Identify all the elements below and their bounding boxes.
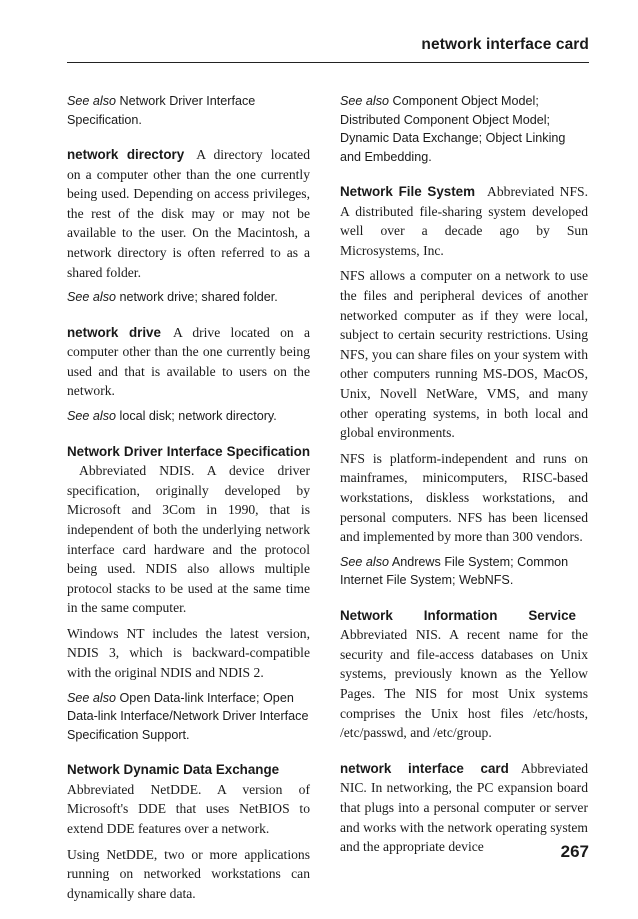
see-also-targets: network drive; shared folder. xyxy=(119,290,278,305)
entry-term: network directory xyxy=(67,147,185,162)
entry-term: network drive xyxy=(67,324,161,340)
see-also-label: See also xyxy=(67,290,117,305)
entry-definition: A drive located on a computer other than the one currently being used and that is available to users on the network. xyxy=(67,324,310,399)
entry-body xyxy=(67,145,310,282)
see-also-targets: Component Object Model; Distributed Component Object Model; Dynamic Data Exchange; Object Linking and Embedding. xyxy=(340,94,566,164)
entry-term: Network Dynamic Data Exchange xyxy=(67,762,280,778)
entry-paragraph: Windows NT includes the latest version, NDIS 3, which is backward-compatible with the original NDIS and NDIS 2. xyxy=(67,625,310,681)
entry-ndis xyxy=(67,442,310,745)
entry-nis xyxy=(340,606,588,743)
entry-netdde xyxy=(67,760,310,903)
entry-network-directory xyxy=(67,145,310,307)
entry-term: Network Information Service xyxy=(340,607,576,623)
see-also-line xyxy=(340,92,588,166)
entry-paragraph: NFS is platform-independent and runs on mainframes, minicomputers, RISC-based workstations, diskless workstations, and personal computers. NFS has been licensed and implemented by more than 300 vendors. xyxy=(340,450,588,545)
see-also-label: See also xyxy=(340,554,390,569)
entry-body xyxy=(340,759,588,857)
see-also-line xyxy=(67,407,310,426)
page-number: 267 xyxy=(560,842,589,861)
running-head: network interface card xyxy=(421,36,589,53)
entry-definition: Abbreviated NIC. In networking, the PC expansion board that plugs into a personal computer or server and works with the network operating system and the appropriate device xyxy=(340,760,588,855)
see-also-targets: Open Data-link Interface; Open Data-link Interface/Network Driver Interface Specification Support. xyxy=(67,690,309,742)
entry-term: Network Driver Interface Specification xyxy=(67,443,310,459)
entry-term: network interface card xyxy=(340,760,509,776)
entry-paragraph: NFS allows a computer on a network to use the files and peripheral devices of another networked computer as if they were local, subject to certain security restrictions. Using NFS, you can share files on your system with other computers running MS-DOS, MacOS, Unix, Novell NetWare, VMS, and many other operating systems, in both local and global environments. xyxy=(340,268,588,441)
entry-body xyxy=(67,323,310,401)
see-also-label: See also xyxy=(67,409,117,424)
entry-netdde-xref xyxy=(340,92,588,166)
entry-body xyxy=(340,606,588,743)
see-also-label: See also xyxy=(67,690,117,705)
header-rule xyxy=(67,62,589,63)
see-also-label: See also xyxy=(340,94,390,108)
right-column xyxy=(340,92,588,873)
see-also-line xyxy=(67,288,310,307)
see-also-targets: Andrews File System; Common Internet File System; WebNFS. xyxy=(340,554,569,588)
entry-body xyxy=(340,182,588,260)
entry-ndis-xref xyxy=(67,92,310,129)
entry-definition: A directory located on a computer other than the one currently being used. Depending on access privileges, the rest of the disk may or may not be available to the user. On the Macintosh, a network directory is often referred to as a shared folder. xyxy=(67,147,310,280)
entry-definition: Abbreviated NFS. A distributed file-sharing system developed well over a decade ago by Sun Microsystems, Inc. xyxy=(340,184,588,258)
see-also-line xyxy=(67,689,310,745)
see-also-targets: local disk; network directory. xyxy=(119,409,277,424)
see-also-targets: Network Driver Interface Specification. xyxy=(67,94,256,127)
entry-nfs xyxy=(340,182,588,590)
entry-network-drive xyxy=(67,323,310,426)
entry-definition: Abbreviated NDIS. A device driver specification, originally developed by Microsoft and 3Com in 1990, that is independent of both the underlying network interface card hardware and the protocol being used. NDIS also allows multiple protocol stacks to be used at the same time in the same computer. xyxy=(67,463,310,616)
entry-definition: Abbreviated NIS. A recent name for the security and file-access databases on Unix systems, previously known as the Yellow Pages. The NIS for most Unix systems comprises the Unix host files /etc/hosts, /etc/passwd, and /etc/group. xyxy=(340,627,588,741)
entry-body xyxy=(67,442,310,618)
entry-nic xyxy=(340,759,588,857)
see-also-line xyxy=(67,92,310,129)
left-column xyxy=(67,92,310,919)
see-also-line xyxy=(340,553,588,590)
entry-paragraph: Using NetDDE, two or more applications running on networked workstations can dynamically share data. xyxy=(67,846,310,901)
see-also-label: See also xyxy=(67,94,117,108)
entry-definition: Abbreviated NetDDE. A version of Microsoft's DDE that uses NetBIOS to extend DDE features over a network. xyxy=(67,781,310,836)
entry-term: Network File System xyxy=(340,184,476,199)
entry-term-line xyxy=(67,760,310,780)
